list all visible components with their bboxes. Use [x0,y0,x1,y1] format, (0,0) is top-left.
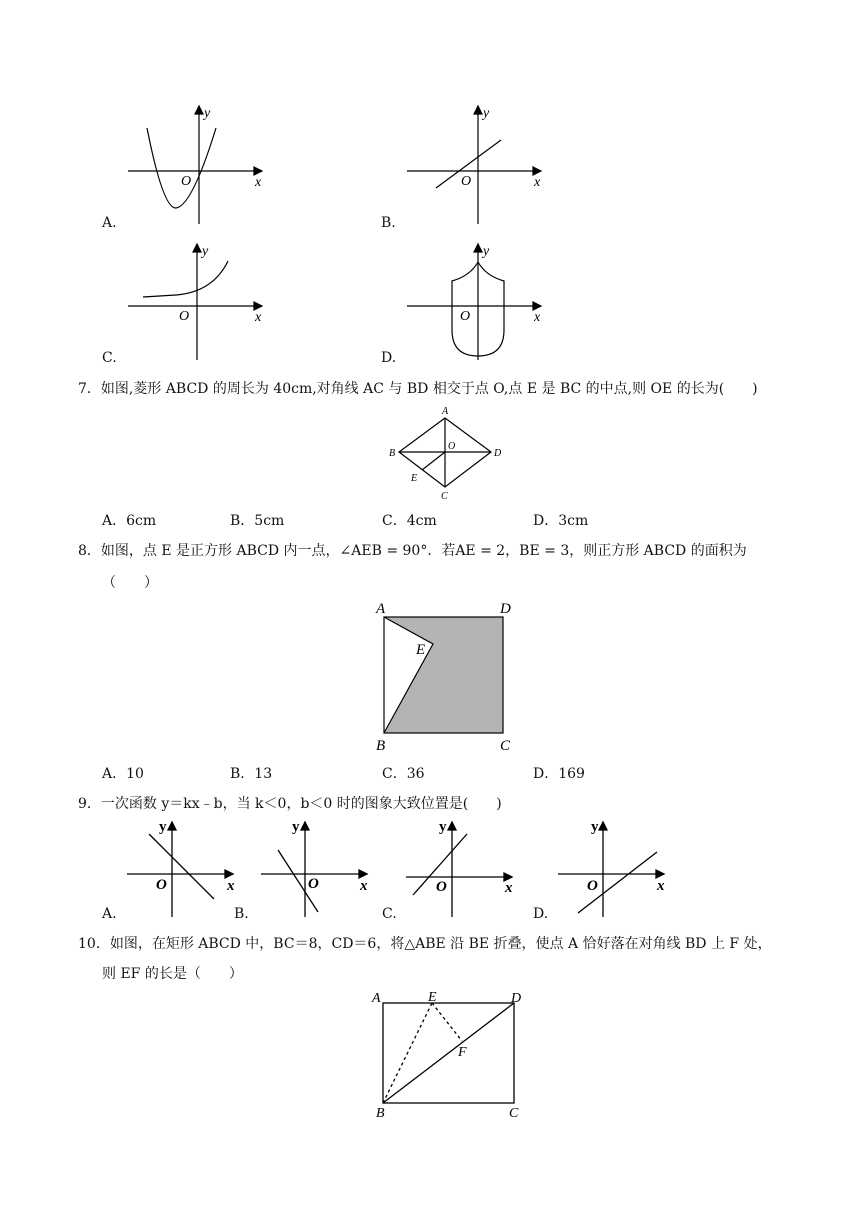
q8-option-d: D．169 [533,766,585,782]
q9b-y-label: y [292,819,300,835]
q8-option-a: A．10 [102,766,144,782]
q6a-y-label: y [204,106,211,121]
q6b-x-label: x [534,175,541,190]
q7-label-a: A [442,406,449,417]
q6-option-d: D. [381,350,397,366]
q7-label-c: C [441,491,448,502]
q9a-x-label: x [227,878,235,894]
q9-option-c: C. [382,906,397,922]
q6-option-b: B. [381,215,396,231]
q8-option-c: C．36 [382,766,425,782]
q9a-origin-label: O [156,877,167,893]
q9c-origin-label: O [436,879,447,895]
q7-label-d: D [494,448,502,459]
q7-option-a: A．6cm [102,513,157,529]
q6a-x-label: x [255,175,262,190]
q9-option-d: D. [533,906,549,922]
q10-label-b: B [376,1106,385,1121]
q7-option-c: C．4cm [382,513,437,529]
q10-stem-line2: 则 EF 的长是（ ） [102,966,243,982]
q6d-x-label: x [534,310,541,325]
q9a-y-label: y [159,819,167,835]
q8-stem-line1: 8．如图，点 E 是正方形 ABCD 内一点，∠AEB = 90°．若AE = 2，BE = 3，则正方形 ABCD 的面积为 [78,543,747,559]
q7-label-o: O [448,441,456,452]
q10-stem-line1: 10．如图，在矩形 ABCD 中，BC＝8，CD＝6，将△ABE 沿 BE 折叠，使点 A 恰好落在对角线 BD 上 F 处， [78,936,772,952]
q6-option-c: C. [102,350,117,366]
q8-option-b: B．13 [230,766,273,782]
q9d-x-label: x [657,878,665,894]
q10-label-c: C [509,1106,519,1121]
q8-label-a: A [376,601,386,617]
q6c-y-label: y [202,244,209,259]
q7-option-d: D．3cm [533,513,589,529]
q9c-x-label: x [505,880,513,896]
q10-label-f: F [458,1045,467,1060]
q10-label-a: A [372,991,381,1006]
q7-label-e: E [411,473,418,484]
q9b-x-label: x [360,878,368,894]
q9-stem: 9．一次函数 y＝kx﹣b，当 k＜0，b＜0 时的图象大致位置是( ) [78,796,502,812]
q10-label-e: E [428,990,437,1005]
q9-option-a: A. [102,906,117,922]
q6d-origin-label: O [460,309,471,324]
q7-stem: 7．如图,菱形 ABCD 的周长为 40cm,对角线 AC 与 BD 相交于点 O,点 E 是 BC 的中点,则 OE 的长为( ) [78,381,758,397]
q9d-y-label: y [591,819,599,835]
q8-label-c: C [500,738,511,754]
q6-option-a: A. [102,215,117,231]
q10-diagonal-bd [383,1003,514,1103]
q10-segment-ef [432,1003,462,1041]
q9c-y-label: y [439,819,447,835]
q8-label-d: D [500,601,511,617]
q7-option-b: B．5cm [230,513,285,529]
q9b-origin-label: O [308,876,319,892]
q8-stem-line2: （ ） [102,575,158,591]
q9-option-b: B. [234,906,249,922]
q6d-y-label: y [483,244,490,259]
q6b-origin-label: O [461,174,472,189]
q6c-x-label: x [255,310,262,325]
q6c-origin-label: O [179,309,190,324]
q10-fold-be [383,1003,432,1103]
q8-label-b: B [376,738,386,754]
q6b-y-label: y [483,106,490,121]
q9d-origin-label: O [587,878,598,894]
q10-label-d: D [511,991,522,1006]
q8-label-e: E [416,642,426,658]
q7-label-b: B [389,448,396,459]
q6a-origin-label: O [181,174,192,189]
